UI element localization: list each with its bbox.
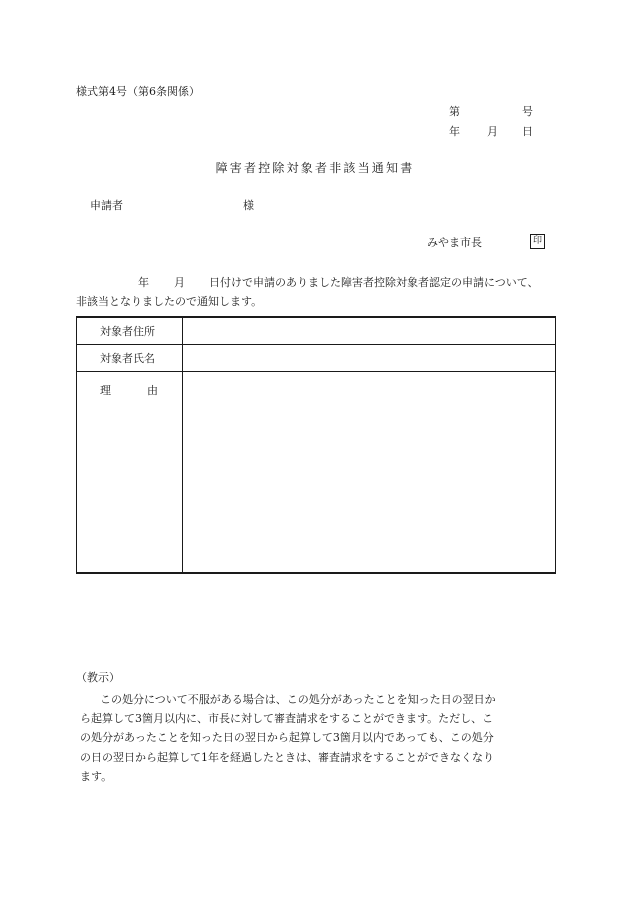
instruction-line: の日の翌日から起算して1年を経過したときは、審査請求をすることができなくなり bbox=[80, 750, 494, 764]
document-number-line bbox=[449, 106, 533, 117]
instruction-text bbox=[80, 690, 540, 786]
date-year: 年 bbox=[449, 125, 460, 138]
instruction-heading: （教示） bbox=[76, 671, 120, 684]
reason-label-char-2: 由 bbox=[147, 384, 158, 397]
form-number: 様式第4号（第6条関係） bbox=[76, 85, 200, 98]
instruction-line: ら起算して3箇月以内に、市長に対して審査請求をすることができます。ただし、こ bbox=[80, 712, 494, 726]
instruction-line: の処分があったことを知った日の翌日から起算して3箇月以内であっても、この処分 bbox=[80, 731, 494, 745]
name-label: 対象者氏名 bbox=[77, 345, 183, 372]
applicant-honorific: 様 bbox=[243, 199, 254, 212]
reason-label-char-1: 理 bbox=[100, 384, 111, 397]
notice-line-2: 非該当となりましたので通知します。 bbox=[76, 295, 263, 308]
date-month: 月 bbox=[487, 125, 498, 138]
issuer-name: みやま市長 bbox=[427, 236, 482, 249]
instruction-line: この処分について不服がある場合は、この処分があったことを知った日の翌日か bbox=[100, 693, 496, 706]
document-title: 障害者控除対象者非該当通知書 bbox=[215, 161, 415, 175]
reason-value bbox=[183, 372, 556, 574]
notice-month: 月 bbox=[174, 276, 185, 289]
table-row bbox=[77, 345, 556, 372]
issue-date-line bbox=[449, 126, 533, 137]
address-label: 対象者住所 bbox=[77, 317, 183, 345]
number-prefix: 第 bbox=[449, 105, 460, 118]
subject-info-table bbox=[76, 316, 556, 574]
instruction-line: ます。 bbox=[80, 769, 113, 783]
reason-label bbox=[77, 372, 183, 574]
applicant-label: 申請者 bbox=[90, 199, 123, 212]
name-value bbox=[183, 345, 556, 372]
number-suffix: 号 bbox=[522, 105, 533, 118]
date-day: 日 bbox=[522, 125, 533, 138]
table-row bbox=[77, 372, 556, 574]
table-row bbox=[77, 317, 556, 345]
notice-line-1-text: 日付けで申請のありました障害者控除対象者認定の申請について、 bbox=[209, 276, 539, 289]
address-value bbox=[183, 317, 556, 345]
seal-stamp: 印 bbox=[530, 234, 545, 249]
notice-year: 年 bbox=[138, 276, 149, 289]
